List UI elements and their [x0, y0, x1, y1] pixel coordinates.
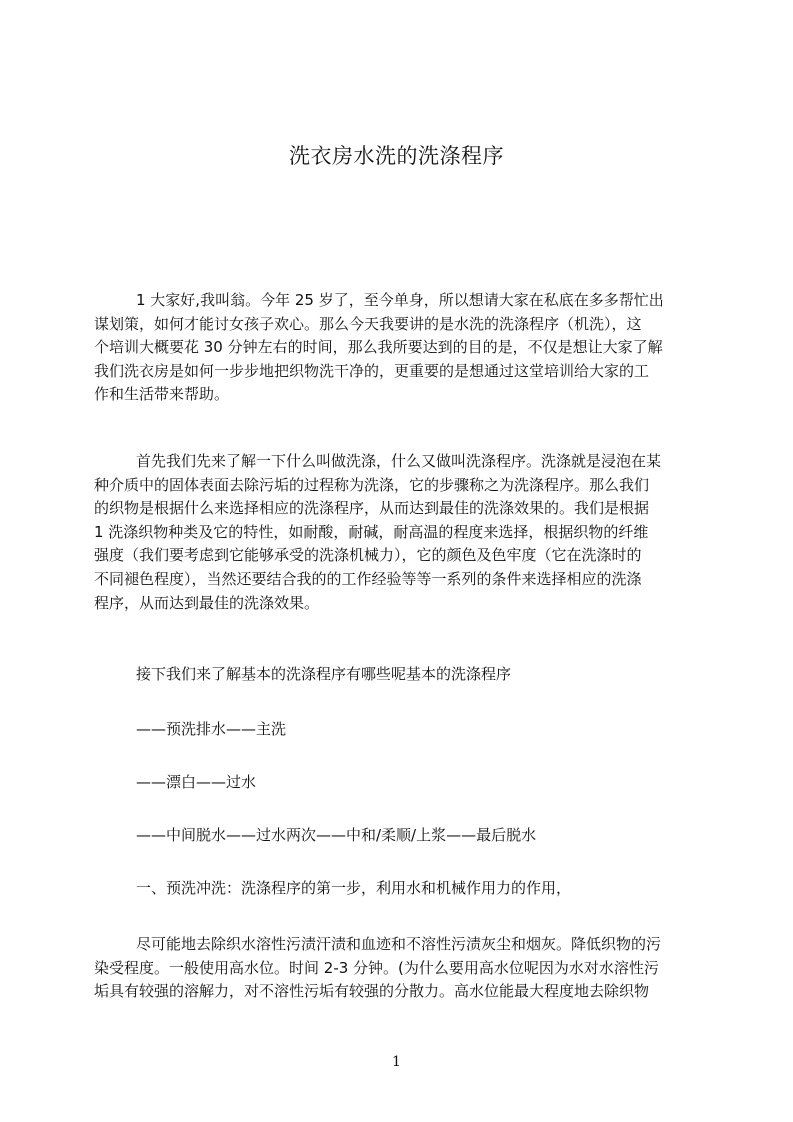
text-line: 垢具有较强的溶解力，对不溶性污垢有较强的分散力。高水位能最大程度地去除织物 [94, 982, 650, 1001]
paragraph-prewash [94, 933, 698, 1004]
step-line [94, 718, 698, 742]
step-bleach: ——漂白——过水 [136, 773, 257, 791]
text-line: 1 洗涤织物种类及它的特性，如耐酸，耐碱，耐高温的程度来选择，根据织物的纤维 [94, 522, 649, 541]
section-heading [94, 877, 698, 901]
text-line: 程序，从而达到最佳的洗涤效果。 [94, 593, 320, 612]
text-line: 的织物是根据什么来选择相应的洗涤程序，从而达到最佳的洗涤效果的。我们是根据 [94, 499, 650, 518]
text-line: 尽可能地去除织水溶性污渍汗渍和血迹和不溶性污渍灰尘和烟灰。降低织物的污 [136, 935, 662, 953]
document-title: 洗衣房水洗的洗涤程序 [289, 144, 504, 168]
text-line: 个培训大概要花 30 分钟左右的时间，那么我所要达到的目的是，不仅是想让大家了解 [94, 338, 663, 357]
text-line: 我们洗衣房是如何一步步地把织物洗干净的，更重要的是想通过这堂培训给大家的工 [94, 361, 650, 380]
step-prewash: ——预洗排水——主洗 [136, 720, 287, 738]
step-line [94, 771, 698, 795]
text-line: 1 大家好,我叫翁。今年 25 岁了，至今单身，所以想请大家在私底在多多帮忙出 [136, 291, 664, 309]
text-line: 染受程度。一般使用高水位。时间 2-3 分钟。(为什么要用高水位呢因为水对水溶性污 [94, 958, 659, 977]
text-line: 种介质中的固体表面去除污垢的过程称为洗涤，它的步骤称之为洗涤程序。那么我们 [94, 475, 650, 494]
text-line: 强度（我们要考虑到它能够承受的洗涤机械力），它的颜色及色牢度（它在洗涤时的 [94, 546, 642, 565]
step-line [94, 824, 698, 848]
page-number: 1 [392, 1054, 401, 1070]
text-line: 接下我们来了解基本的洗涤程序有哪些呢基本的洗涤程序 [136, 665, 512, 683]
step-extract: ——中间脱水——过水两次——中和/柔顺/上浆——最后脱水 [136, 826, 537, 844]
text-line: 首先我们先来了解一下什么叫做洗涤，什么又做叫洗涤程序。洗涤就是浸泡在某 [136, 452, 662, 470]
section-heading-text: 一、预洗冲洗：洗涤程序的第一步，利用水和机械作用力的作用， [136, 879, 572, 897]
text-line: 谋划策，如何才能讨女孩子欢心。那么今天我要讲的是水洗的洗涤程序（机洗），这 [94, 314, 642, 333]
paragraph-definition [94, 450, 698, 615]
text-line: 作和生活带来帮助。 [94, 385, 230, 404]
text-line: 不同褪色程度），当然还要结合我的的工作经验等等一系列的条件来选择相应的洗涤 [94, 569, 642, 588]
paragraph-program-intro [94, 663, 698, 687]
paragraph-intro [94, 289, 698, 407]
